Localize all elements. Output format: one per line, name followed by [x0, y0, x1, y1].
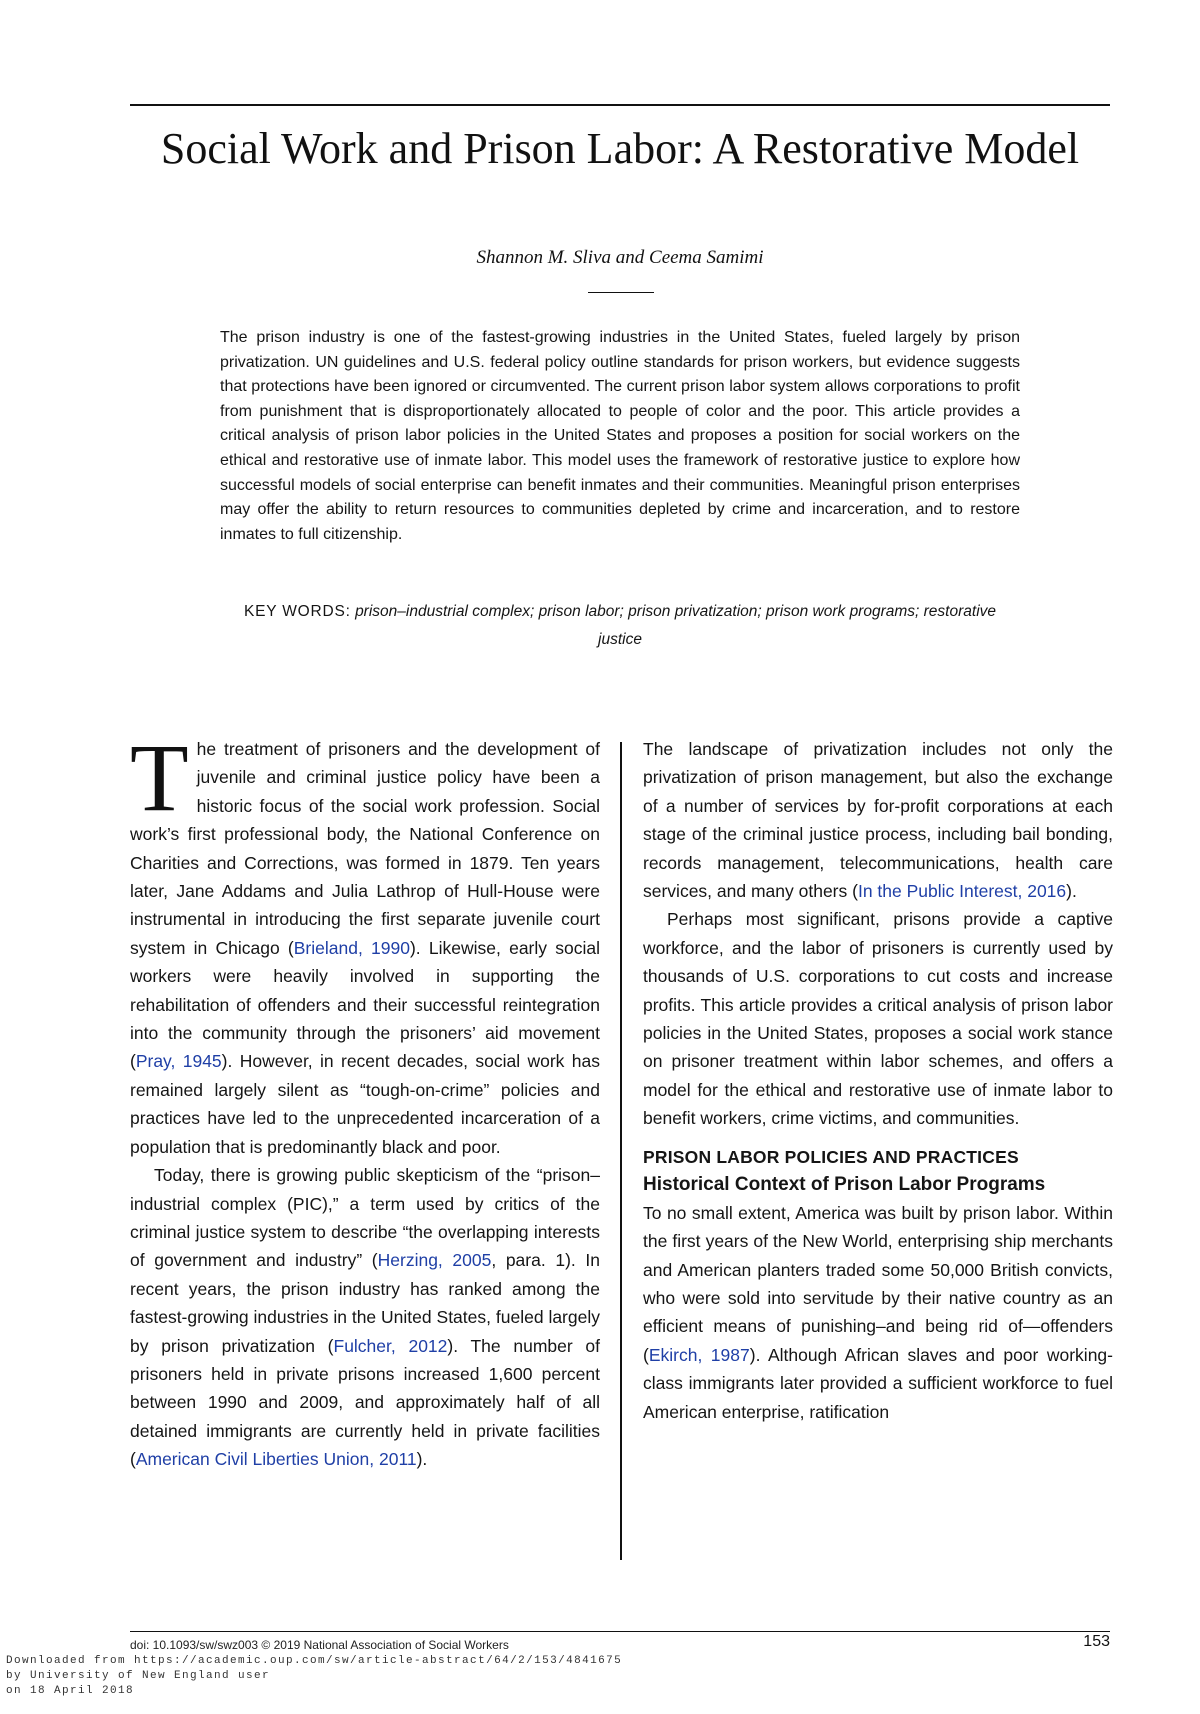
text: ). [1066, 881, 1077, 902]
text: ). [416, 1449, 428, 1470]
section-heading: PRISON LABOR POLICIES AND PRACTICES [643, 1146, 1019, 1167]
text: he treatment of prisoners and the development of juvenile and criminal justice policy have been a historic focus of the social work profession. Social work’s first professional body, the National Conference on Charities and Corrections, was formed in 1879. Ten years later, Jane Addams and Julia Lathrop of Hull-House were instrumental in introducing the first separate juvenile court system in Chicago ( [130, 739, 600, 958]
keywords-label: KEY WORDS: [243, 603, 351, 620]
body-paragraph-4: Perhaps most significant, prisons provide a captive workforce, and the labor of prisoners is currently used by thousands of U.S. corporations to cut costs and increase profits. This article provides a critical analysis of prison labor policies in the United States, proposes a social work stance on prisoner treatment within labor schemes, and offers a model for the ethical and restorative use of inmate labor to benefit workers, crime victims, and communities. [643, 909, 1113, 1129]
abstract: The prison industry is one of the fastest-growing industries in the United States, fueled largely by prison privatization. UN guidelines and U.S. federal policy outline standards for prison workers, but evidence suggests that protections have been ignored or circumvented. The current prison labor system allows corporations to profit from punishment that is disproportionately allocated to people of color and the poor. This article provides a critical analysis of prison labor policies in the United States and proposes a position for social workers on the ethical and restorative use of inmate labor. This model uses the framework of restorative justice to explore how successful models of social enterprise can benefit inmates and their communities. Meaningful prison enterprises may offer the ability to return resources to communities depleted by crime and incarceration, and to restore inmates to full citizenship. [220, 329, 1020, 543]
citation-link[interactable]: Pray, 1945 [135, 1051, 222, 1072]
body-paragraph-2 [130, 1161, 600, 1473]
keywords-terms: prison–industrial complex; prison labor; prison privatization; prison work programs; restorative justice [355, 603, 997, 648]
text: The landscape of privatization includes not only the privatization of prison management, but also the exchange of a number of services by for-profit corporations at each stage of the criminal justice process, including bail bonding, records management, telecommunications, health care services, and many others ( [643, 739, 1113, 902]
download-stamp [6, 1654, 706, 1699]
citation-link[interactable]: In the Public Interest, 2016 [857, 881, 1067, 902]
citation-link[interactable]: Ekirch, 1987 [648, 1344, 750, 1365]
title-divider [588, 292, 654, 293]
footer-rule [130, 1631, 1110, 1632]
article-title: Social Work and Prison Labor: A Restorative Model [160, 124, 1080, 173]
download-stamp-line: Downloaded from https://academic.oup.com/sw/article-abstract/64/2/153/4841675 [6, 1655, 623, 1667]
download-stamp-line: on 18 April 2018 [6, 1685, 135, 1697]
left-column [130, 724, 601, 1474]
text: ). Although African slaves and poor working-class immigrants later provided a sufficient workforce to fuel American enterprise, ratification [643, 1344, 1113, 1422]
article-authors: Shannon M. Sliva and Ceema Samimi [476, 247, 764, 268]
citation-link[interactable]: Brieland, 1990 [293, 937, 410, 958]
download-stamp-line: by University of New England user [6, 1670, 271, 1682]
text: To no small extent, America was built by prison labor. Within the first years of the New World, enterprising ship merchants and American planters traded some 50,000 British convicts, who were sold into servitude by their native country as an efficient means of punishing–and being rid of—offenders ( [643, 1202, 1113, 1365]
text: , para. 1). In recent years, the prison industry has ranked among the fastest-growing industries in the United States, fueled largely by prison privatization ( [130, 1250, 600, 1356]
body-paragraph-3 [643, 735, 1113, 905]
text: ). Likewise, early social workers were heavily involved in supporting the rehabilitation of offenders and their successful reintegration into the community through the prisoners’ aid movement ( [130, 937, 600, 1072]
footer-doi: doi: 10.1093/sw/swz003 © 2019 National Association of Social Workers [130, 1638, 509, 1652]
keywords [220, 598, 1020, 654]
citation-link[interactable]: American Civil Liberties Union, 2011 [135, 1449, 417, 1470]
citation-link[interactable]: Herzing, 2005 [377, 1250, 492, 1271]
top-rule [130, 104, 1110, 106]
body-paragraph-5 [643, 1199, 1113, 1426]
drop-cap: T [130, 724, 189, 831]
text: Today, there is growing public skepticism of the “prison–industrial complex (PIC),” a term used by critics of the criminal justice system to describe “the overlapping interests of government and industry” ( [130, 1165, 600, 1271]
right-column [643, 735, 1113, 1426]
citation-link[interactable]: Fulcher, 2012 [333, 1335, 448, 1356]
body-paragraph-1 [130, 724, 600, 1161]
text: ). However, in recent decades, social work has remained largely silent as “tough-on-crime” policies and practices have led to the unprecedented incarceration of a population that is predominantly black and poor. [130, 1051, 600, 1157]
text: ). The number of prisoners held in private prisons increased 1,600 percent between 1990 and 2009, and approximately half of all detained immigrants are currently held in private facilities ( [130, 1335, 601, 1470]
page-number: 153 [1083, 1633, 1110, 1650]
subsection-heading: Historical Context of Prison Labor Programs [643, 1173, 1046, 1195]
column-divider [620, 742, 622, 1560]
